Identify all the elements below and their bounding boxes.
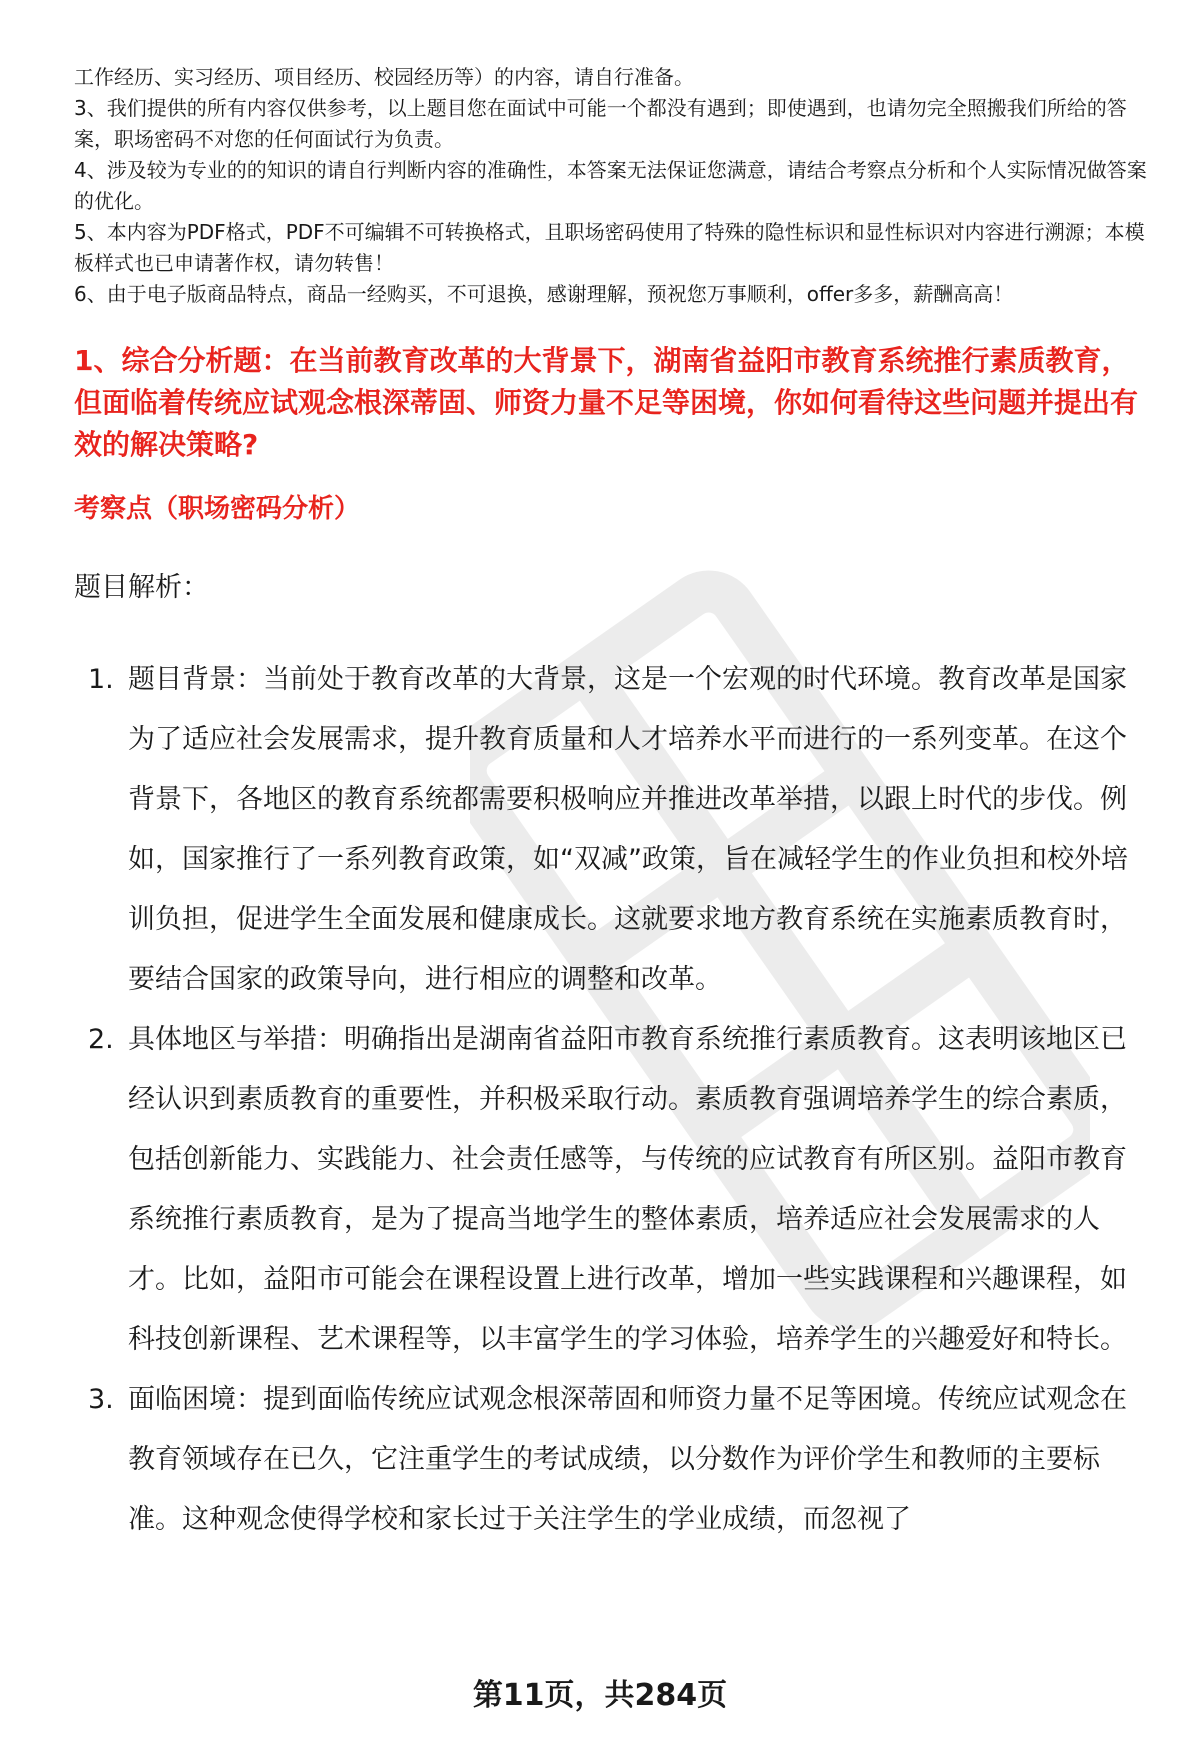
notes-block (74, 62, 1164, 310)
note-line: 6、由于电子版商品特点，商品一经购买，不可退换，感谢理解，预祝您万事顺利，offer多多，薪酬高高！ (74, 282, 1014, 306)
item-text: 题目背景：当前处于教育改革的大背景，这是一个宏观的时代环境。教育改革是国家为了适应社会发展需求，提升教育质量和人才培养水平而进行的一系列变革。在这个背景下，各地区的教育系统都需要积极响应并推进改革举措，以跟上时代的步伐。例如，国家推行了一系列教育政策，如“双减”政策，旨在减轻学生的作业负担和校外培训负担，促进学生全面发展和健康成长。这就要求地方教育系统在实施素质教育时，要结合国家的政策导向，进行相应的调整和改革。 (128, 664, 1128, 995)
item-text: 面临困境：提到面临传统应试观念根深蒂固和师资力量不足等困境。传统应试观念在教育领域存在已久，它注重学生的考试成绩，以分数作为评价学生和教师的主要标准。这种观念使得学校和家长过于关注学生的学业成绩，而忽视了 (128, 1384, 1127, 1535)
item-number: 3. (88, 1384, 114, 1415)
analysis-subheading: 题目解析： (74, 572, 209, 603)
item-text: 具体地区与举措：明确指出是湖南省益阳市教育系统推行素质教育。这表明该地区已经认识到素质教育的重要性，并积极采取行动。素质教育强调培养学生的综合素质，包括创新能力、实践能力、社会责任感等，与传统的应试教育有所区别。益阳市教育系统推行素质教育，是为了提高当地学生的整体素质，培养适应社会发展需求的人才。比如，益阳市可能会在课程设置上进行改革，增加一些实践课程和兴趣课程，如科技创新课程、艺术课程等，以丰富学生的学习体验，培养学生的兴趣爱好和特长。 (128, 1024, 1127, 1355)
note-line: 3、我们提供的所有内容仅供参考，以上题目您在面试中可能一个都没有遇到；即使遇到，也请勿完全照搬我们所给的答案，职场密码不对您的任何面试行为负责。 (74, 96, 1127, 151)
section-heading: 考察点（职场密码分析） (74, 494, 361, 524)
note-line: 4、涉及较为专业的的知识的请自行判断内容的准确性，本答案无法保证您满意，请结合考察点分析和个人实际情况做答案的优化。 (74, 158, 1147, 213)
analysis-item (78, 650, 1148, 1010)
item-number: 1. (88, 664, 114, 695)
question-title: 1、综合分析题：在当前教育改革的大背景下，湖南省益阳市教育系统推行素质教育，但面临着传统应试观念根深蒂固、师资力量不足等困境，你如何看待这些问题并提出有效的解决策略? (74, 344, 1139, 461)
analysis-item (78, 1370, 1148, 1550)
note-line: 工作经历、实习经历、项目经历、校园经历等）的内容，请自行准备。 (74, 65, 694, 89)
note-line: 5、本内容为PDF格式，PDF不可编辑不可转换格式，且职场密码使用了特殊的隐性标识和显性标识对内容进行溯源；本模板样式也已申请著作权，请勿转售！ (74, 220, 1145, 275)
analysis-list (78, 650, 1148, 1550)
analysis-item (78, 1010, 1148, 1370)
page-number: 第11页，共284页 (472, 1678, 728, 1713)
item-number: 2. (88, 1024, 114, 1055)
